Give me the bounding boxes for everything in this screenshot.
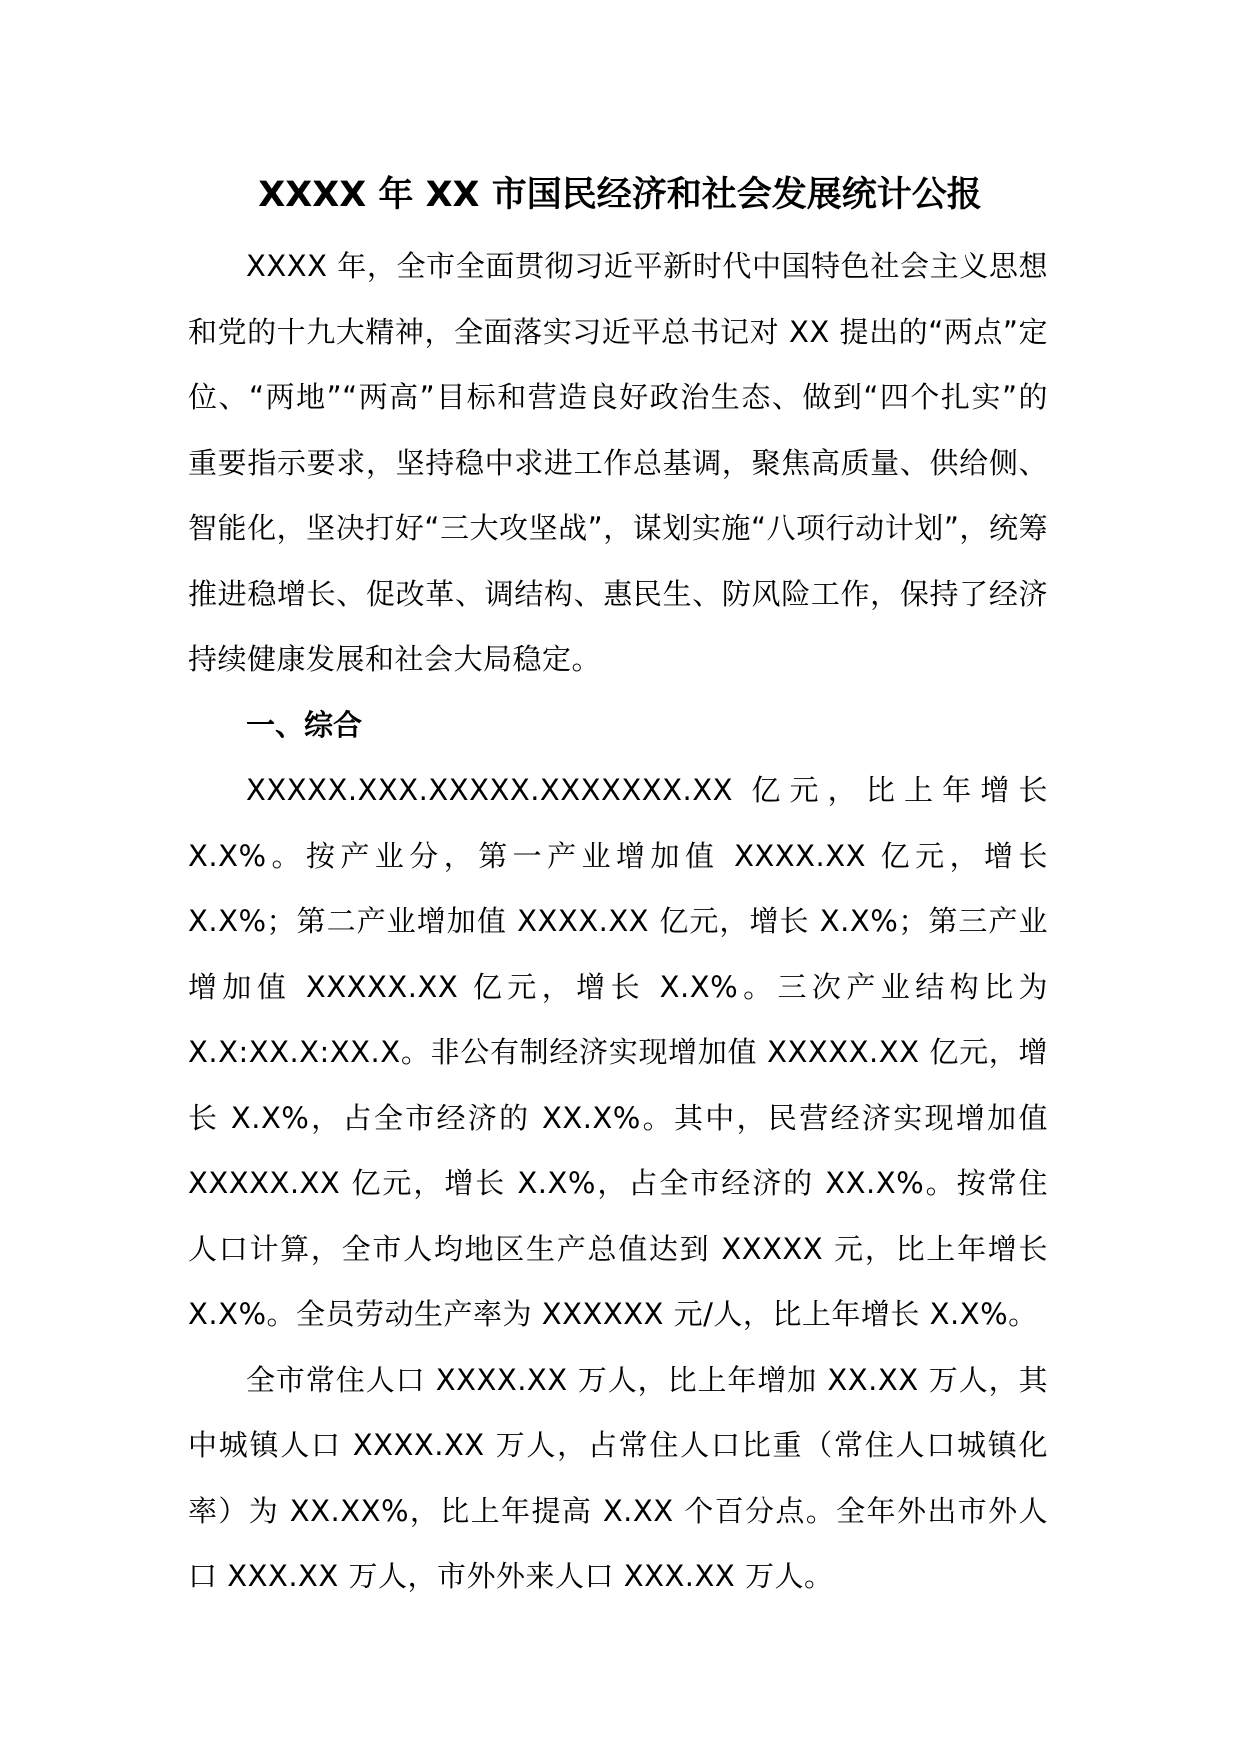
population-paragraph: 全市常住人口 XXXX.XX 万人，比上年增加 XX.XX 万人，其中城镇人口 XXXX.XX 万人，占常住人口比重（常住人口城镇化率）为 XX.XX%，比上年提高 X.XX 个百分点。全年外出市外人口 XXX.XX 万人，市外外来人口 XXX.XX 万人。 <box>188 1362 1048 1593</box>
page-title: XXXX 年 XX 市国民经济和社会发展统计公报 <box>258 175 982 215</box>
economy-paragraph: XXXXX.XXX.XXXXX.XXXXXXX.XX 亿元，比上年增长 X.X%。按产业分，第一产业增加值 XXXX.XX 亿元，增长 X.X%；第二产业增加值 XXXX.XX 亿元，增长 X.X%；第三产业增加值 XXXXX.XX 亿元，增长 X.X%。三次产业结构比为 X.X:XX.X:XX.X。非公有制经济实现增加值 XXXXX.XX 亿元，增长 X.X%，占全市经济的 XX.X%。其中，民营经济实现增加值 XXXXX.XX 亿元，增长 X.X%，占全市经济的 XX.X%。按常住人口计算，全市人均地区生产总值达到 XXXXX 元，比上年增长 X.X%。全员劳动生产率为 XXXXXX 元/人，比上年增长 X.X%。 <box>188 773 1048 1331</box>
document-body <box>188 234 1048 1610</box>
intro-paragraph: XXXX 年，全市全面贯彻习近平新时代中国特色社会主义思想和党的十九大精神，全面落实习近平总书记对 XX 提出的“两点”定位、“两地”“两高”目标和营造良好政治生态、做到“四个扎实”的重要指示要求，坚持稳中求进工作总基调，聚焦高质量、供给侧、智能化，坚决打好“三大攻坚战”，谋划实施“八项行动计划”，统筹推进稳增长、促改革、调结构、惠民生、防风险工作，保持了经济持续健康发展和社会大局稳定。 <box>188 249 1048 676</box>
section-heading-comprehensive: 一、综合 <box>246 707 363 742</box>
